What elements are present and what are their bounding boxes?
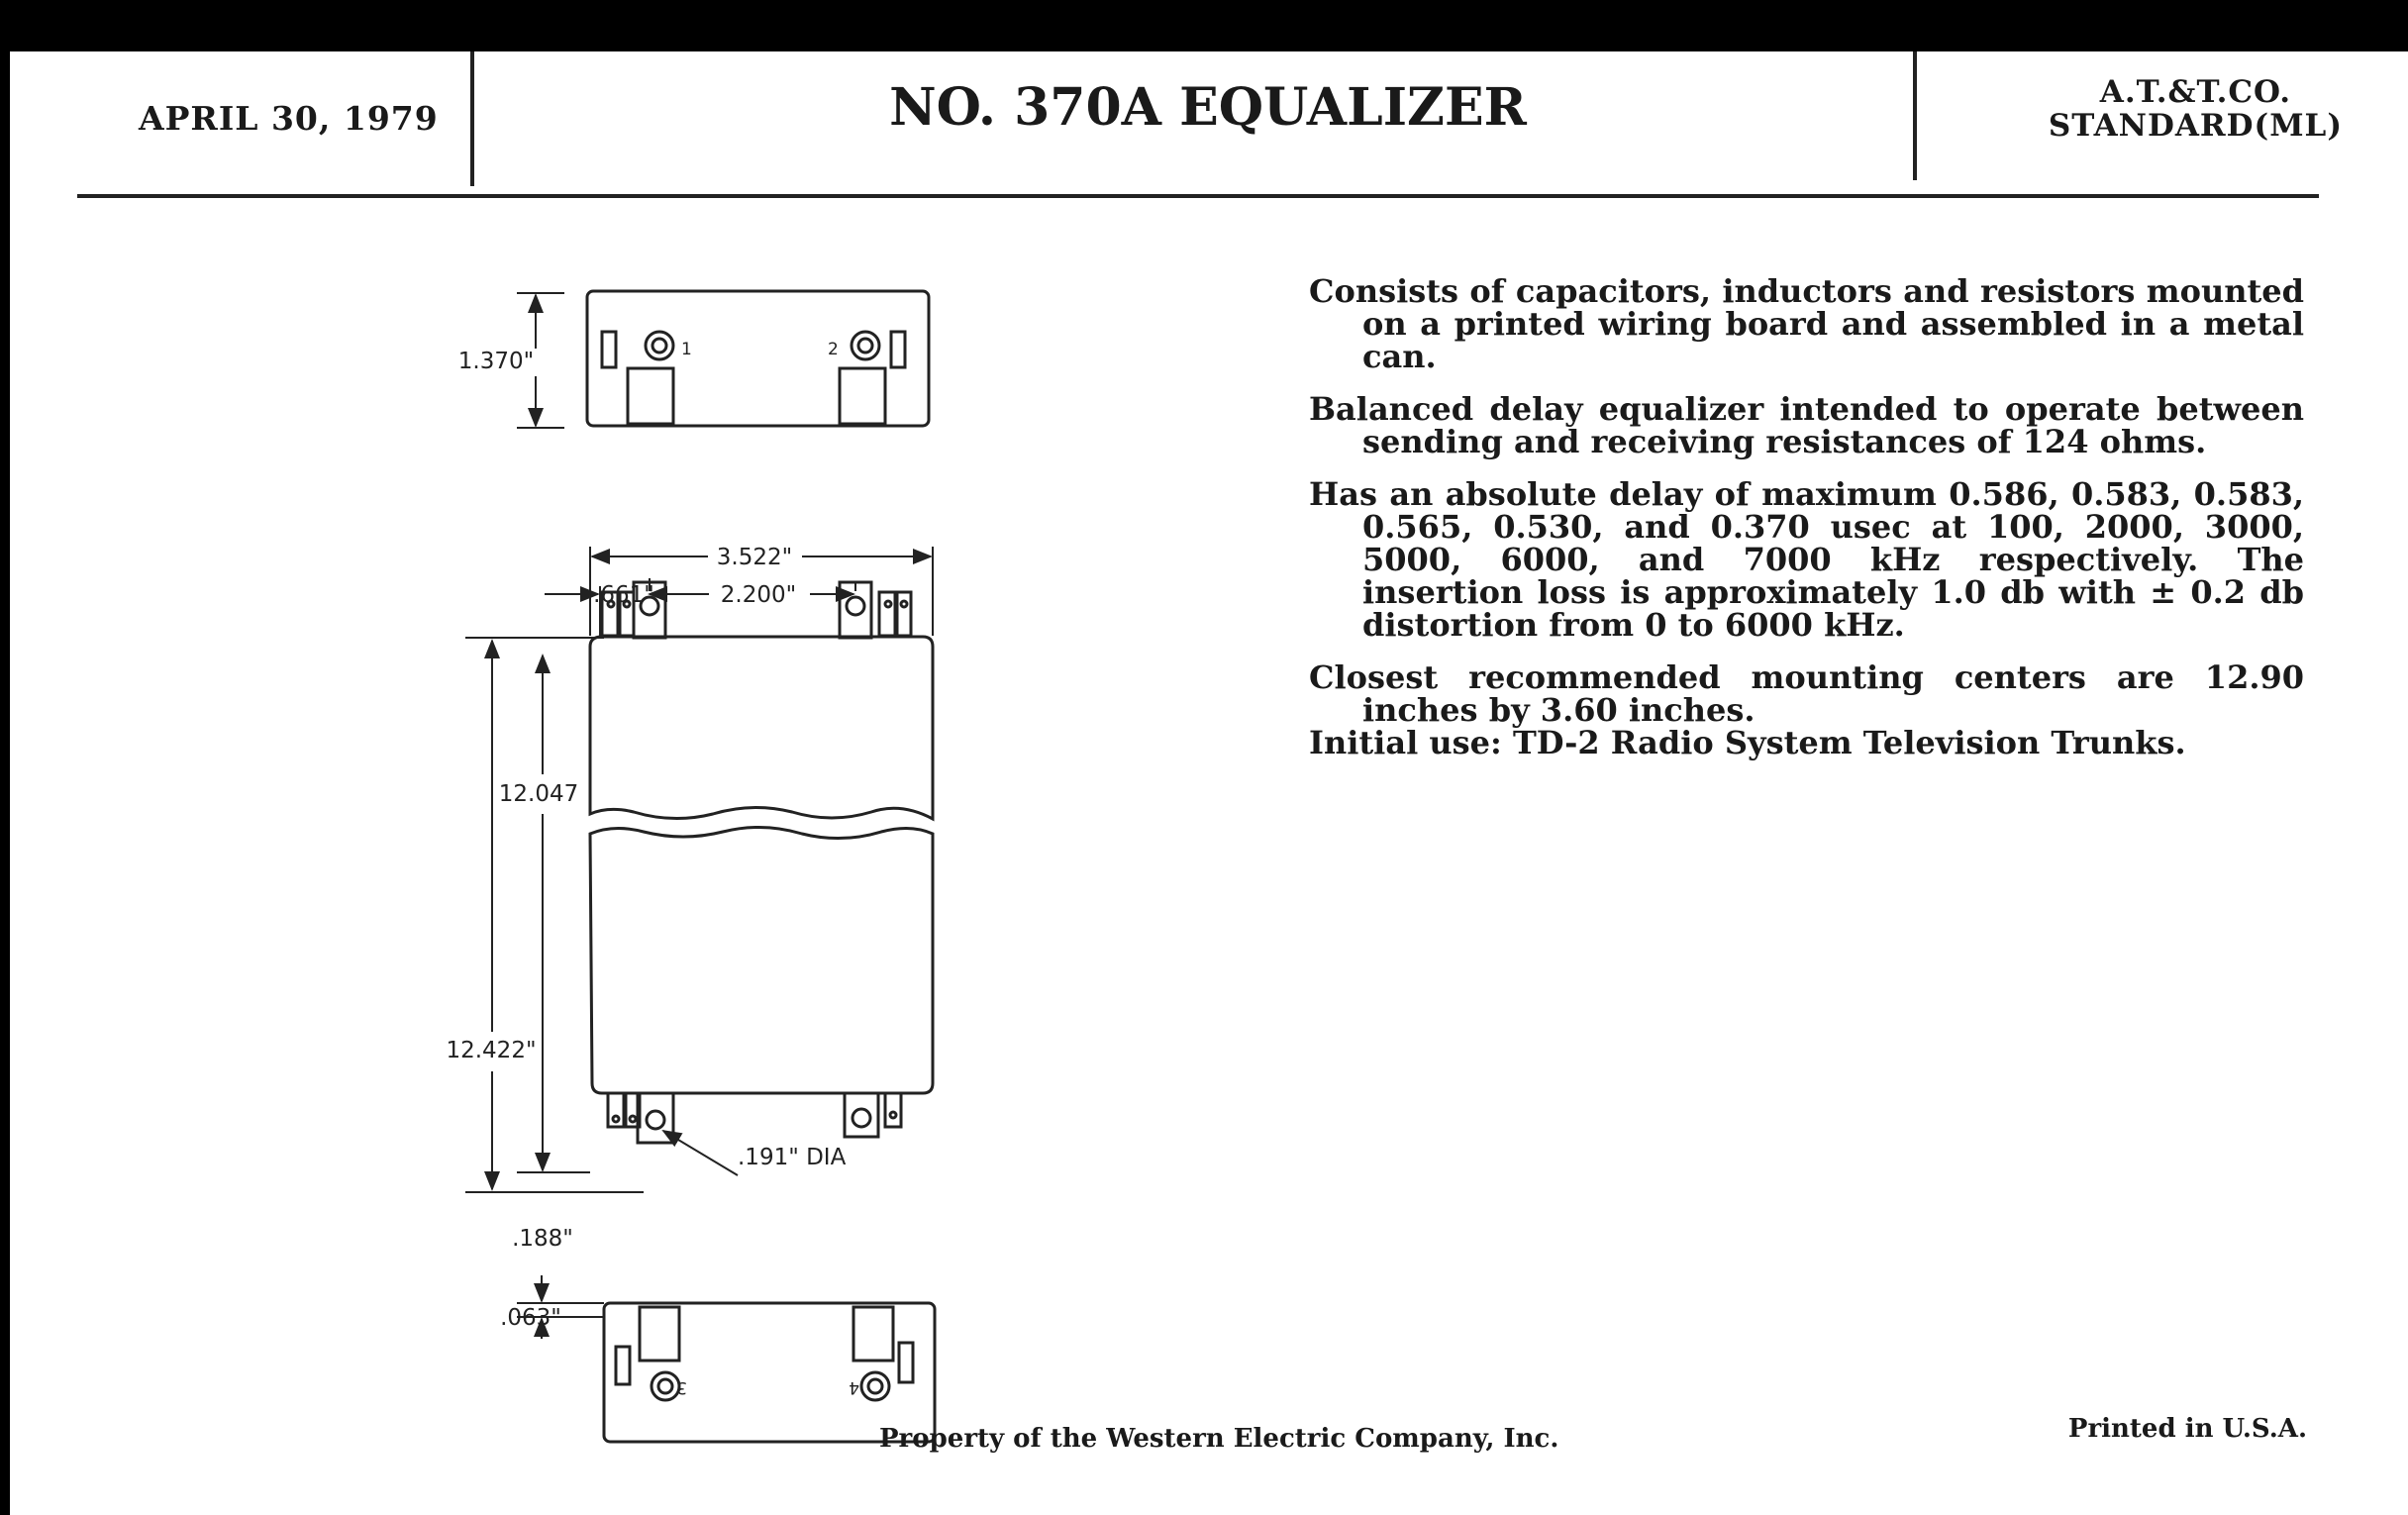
terminal-post-3 (652, 1372, 679, 1400)
dim-offset: .661" (593, 582, 654, 608)
terminal-lug (840, 368, 885, 424)
company-standard (2049, 75, 2343, 143)
terminal-block (602, 332, 616, 367)
terminal-label-3: 3 (676, 1377, 687, 1397)
printed-notice: Printed in U.S.A. (2067, 1414, 2307, 1444)
terminal-lug (640, 1307, 679, 1361)
can-lower-section (590, 827, 933, 1093)
terminal-lug (628, 368, 673, 424)
description (1309, 272, 2304, 779)
issue-date: APRIL 30, 1979 (139, 99, 439, 138)
spec-sheet (10, 51, 2408, 1515)
dim-width: 3.522" (716, 545, 793, 570)
mounting-tab (845, 1093, 878, 1137)
description-paragraph: Initial use: TD-2 Radio System Television Trunks. (1309, 724, 2186, 761)
dim-bottom-offset: .063" (500, 1305, 561, 1331)
dim-overall-length: 12.422" (446, 1038, 537, 1063)
description-paragraph: Consists of capacitors, inductors and resistors mounted on a printed wiring board and assembled in a metal can. (1309, 272, 2304, 375)
dim-tab: .188" (512, 1226, 573, 1252)
description-paragraph: Has an absolute delay of maximum 0.586, 0.583, 0.583, 0.565, 0.530, and 0.370 usec at 100, 2000, 3000, 5000, 6000, and 7000 kHz respectively. The insertion loss is approximately 1.0 db with ± 0.2 db distortion from 0 to 6000 kHz. (1309, 475, 2304, 644)
terminal-lug (885, 1093, 901, 1127)
equalizer-drawing (10, 51, 1198, 1477)
dim-spacing: 2.200" (720, 582, 797, 608)
terminal-post-1 (646, 332, 673, 359)
description-paragraph: Balanced delay equalizer intended to operate between sending and receiving resistances of 124 ohms. (1309, 390, 2304, 460)
mounting-tab (638, 1093, 673, 1143)
top-end-view (587, 291, 929, 426)
dim-hole-dia: .191" DIA (738, 1145, 847, 1170)
terminal-block (899, 1343, 913, 1382)
company-name: A.T.&T.CO. (2099, 74, 2292, 110)
terminal-label-4: 4 (849, 1377, 859, 1397)
page-title: NO. 370A EQUALIZER (889, 77, 1527, 138)
terminal-post-4 (861, 1372, 889, 1400)
header-divider-right (1913, 51, 1917, 180)
terminal-block (891, 332, 905, 367)
dim-top-height: 1.370" (457, 349, 535, 374)
dim-inner-length: 12.047 (498, 781, 579, 807)
mounting-hole (647, 1111, 664, 1129)
terminal-lug (853, 1307, 893, 1361)
property-notice: Property of the Western Electric Company, Inc. (879, 1424, 1559, 1454)
terminal-label-2: 2 (828, 340, 839, 359)
terminal-block (616, 1347, 630, 1384)
terminal-label-1: 1 (681, 340, 692, 359)
standard-label: STANDARD(ML) (2048, 108, 2343, 144)
terminal-lug (879, 592, 895, 636)
description-paragraph: Closest recommended mounting centers are 12.90 inches by 3.60 inches. (1309, 658, 2304, 729)
bottom-end-view (604, 1303, 935, 1442)
terminal-post-2 (852, 332, 879, 359)
